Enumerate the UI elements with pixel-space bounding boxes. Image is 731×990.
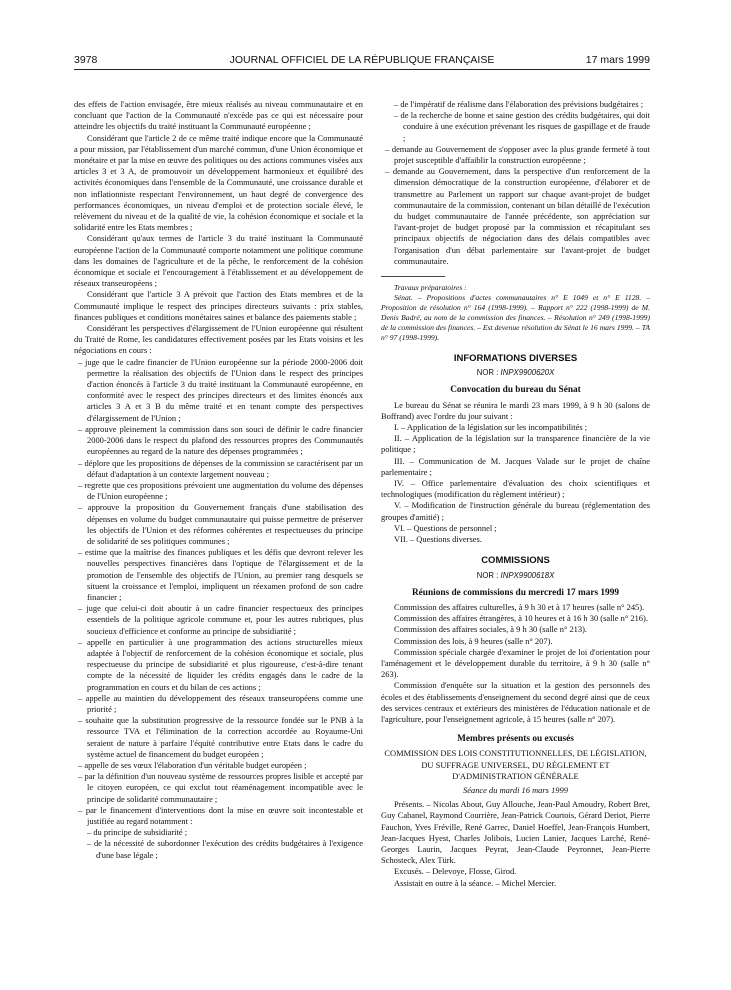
agenda-item: IV. – Office parlementaire d'évaluation des choix scientifiques et technologiques (modification du règlement intérieur) ; bbox=[381, 478, 650, 500]
agenda-item: VI. – Questions de personnel ; bbox=[394, 522, 497, 533]
agenda-item: III. – Communication de M. Jacques Valade sur le projet de chaîne parlementaire ; bbox=[381, 455, 650, 477]
travaux-title: Travaux préparatoires : bbox=[394, 283, 467, 293]
paragraph: – du principe de subsidiarité ; bbox=[87, 827, 188, 838]
paragraph: Considérant les perspectives d'élargissement de l'Union européenne qui résultent du Traité de Rome, les candidatures effectivement posées par les Etats voisins et les négociations en cours : bbox=[74, 323, 363, 356]
right-column bbox=[381, 99, 650, 889]
agenda-item: I. – Application de la législation sur les incompatibilités ; bbox=[394, 422, 588, 433]
informations-heading: INFORMATIONS DIVERSES bbox=[453, 353, 578, 365]
commission-item: Commission des affaires étrangères, à 10 heures et à 16 h 30 (salle n° 216). bbox=[394, 613, 648, 624]
paragraph: – regrette que ces propositions prévoient une augmentation du volume des dépenses de l'Union européenne ; bbox=[78, 479, 363, 502]
membres-commission: COMMISSION DES LOIS CONSTITUTIONNELLES, DE LÉGISLATION, DU SUFFRAGE UNIVERSEL, DU RÈGLEMENT ET D'ADMINISTRATION GÉNÉRALE bbox=[384, 748, 647, 781]
commissions-nor: NOR : INPX9900618X bbox=[476, 570, 555, 580]
paragraph: – juge que celui-ci doit aboutir à un cadre financier respectueux des principes essentiels de la politique agricole commune et, pour les autres rubriques, plus soucieux d'efficience et conforme au principe de subsidiarité ; bbox=[78, 603, 363, 636]
resolution-continuation bbox=[381, 99, 650, 267]
commission-item: Commission d'enquête sur la situation et la gestion des personnels des écoles et des établissements d'enseignement du second degré ainsi que de ceux des services centraux et extérieurs des ministères de l'éducation nationale et de l'agriculture, pour l'enseignement agricole, à 15 heures (salle n° 207). bbox=[381, 680, 650, 724]
agenda-item: II. – Application de la législation sur la transparence financière de la vie politique ; bbox=[381, 433, 650, 455]
paragraph: – appelle au maintien du développement des réseaux transeuropéens comme une priorité ; bbox=[78, 692, 363, 714]
reunions-list bbox=[381, 602, 650, 725]
commission-item: Commission des lois, à 9 heures (salle n° 207). bbox=[394, 635, 553, 646]
paragraph: Considérant que l'article 2 de ce même traité indique encore que la Communauté a pour mission, par l'établissement d'un marché commun, d'une Union économique et monétaire et par la mise en œuvre des politiques ou des actions communes visées aux articles 3 et 3 A, de promouvoir un développement harmonieux et équilibré des activités économiques dans l'ensemble de la Communauté, une croissance durable et non inflationniste respectant l'environnement, un haut degré de convergence des performances économiques, un niveau d'emploi et de protection sociale élevé, le relèvement du niveau et de la qualité de vie, la cohésion économique et sociale et la solidarité entre les Etats membres ; bbox=[74, 132, 363, 233]
paragraph: – demande au Gouvernement de s'opposer avec la plus grande fermeté à tout projet susceptible d'affaiblir la construction européenne ; bbox=[385, 143, 650, 166]
paragraph: – demande au Gouvernement, dans la perspective d'un renforcement de la dimension démocratique de la construction européenne, d'élaborer et de transmettre au Parlement un rapport sur chaque avant-projet de budget communautaire de la commission, contenant un bilan détaillé de l'exécution du budget communautaire de l'année précédente, son appréciation sur l'avant-projet de budget proposé par la commission et récapitulant ses principaux objectifs de négociation dans des délais compatibles avec l'organisation d'un débat parlementaire sur l'avant-projet de budget communautaire. bbox=[385, 166, 650, 266]
informations-nor: NOR : INPX9900620X bbox=[476, 368, 555, 378]
left-column bbox=[74, 99, 363, 861]
convocation-agenda bbox=[381, 422, 650, 545]
reunions-heading: Réunions de commissions du mercredi 17 mars 1999 bbox=[411, 587, 620, 598]
paragraph: – de la nécessité de subordonner l'exécution des crédits budgétaires à l'exigence d'une base légale ; bbox=[87, 838, 363, 860]
journal-title: JOURNAL OFFICIEL DE LA RÉPUBLIQUE FRANÇAISE bbox=[229, 54, 495, 66]
membres-heading: Membres présents ou excusés bbox=[457, 734, 574, 745]
paragraph: – de la recherche de bonne et saine gestion des crédits budgétaires, qui doit conduire à une exécution prévenant les risques de gaspillage et de fraude ; bbox=[394, 110, 650, 143]
paragraph: Considérant qu'aux termes de l'article 3 du traité instituant la Communauté européenne l'action de la Communauté comporte notamment une politique commune dans les domaines de l'agriculture et de la pêche, le renforcement de la cohésion économique et sociale et l'encouragement à l'établissement et au développement de réseaux transeuropéens ; bbox=[74, 233, 363, 289]
convocation-heading: Convocation du bureau du Sénat bbox=[450, 385, 581, 396]
convocation-intro: Le bureau du Sénat se réunira le mardi 23 mars 1999, à 9 h 30 (salons de Boffrand) avec l'ordre du jour suivant : bbox=[381, 399, 650, 421]
paragraph: – déplore que les propositions de dépenses de la commission se caractérisent par un défaut d'adaptation à un contexte largement nouveau ; bbox=[78, 457, 363, 479]
paragraph: – appelle de ses vœux l'élaboration d'un véritable budget européen ; bbox=[78, 759, 307, 770]
membres-excuses: Excusés. – Delevoye, Flosse, Girod. bbox=[394, 866, 517, 877]
paragraph: des effets de l'action envisagée, être mieux réalisés au niveau communautaire et en concluant que l'action de la Communauté n'excède pas ce qui est nécessaire pour atteindre les objectifs du traité instituant la Communauté européenne ; bbox=[74, 99, 363, 132]
header-rule bbox=[74, 69, 650, 70]
commissions-heading: COMMISSIONS bbox=[481, 555, 550, 567]
paragraph: – juge que le cadre financier de l'Union européenne sur la période 2000-2006 doit permettre la réalisation des objectifs de l'Union dans le respect des principes d'action énoncés à l'article 3 du traité instituant la Communauté européenne, en conformité avec le respect des principes directeurs et des limites énoncés aux articles 3 A et 3 B du même traité et en tenant compte des perspectives d'élargissement de l'Union ; bbox=[78, 356, 363, 423]
paragraph: – souhaite que la substitution progressive de la ressource fondée sur le PNB à la ressource TVA et l'élimination de la correction accordée au Royaume-Uni seraient de nature à parfaire l'équité contributive entre Etats dans le cadre du système actuel de financement du budget européen ; bbox=[78, 715, 363, 759]
paragraph: – approuve la proposition du Gouvernement français d'une stabilisation des dépenses en volume du budget communautaire qui puisse permettre de préserver les objectifs de l'Union et des réformes cohérentes et respectueuses du principe de solidarité de ses politiques communes ; bbox=[78, 502, 363, 546]
commission-item: Commission des affaires sociales, à 9 h 30 (salle n° 213). bbox=[394, 624, 588, 635]
paragraph: – estime que la maîtrise des finances publiques et les défis que devront relever les nouvelles perspectives financières dans l'optique de l'élargissement et de la promotion de l'ensemble des objectifs de l'Union, au premier rang desquels se situent la croissance et l'emploi, impliquent un réexamen profond de son cadre financier ; bbox=[78, 547, 363, 602]
membres-presents: Présents. – Nicolas About, Guy Allouche, Jean-Paul Amoudry, Robert Bret, Guy Cabanel, Raymond Courrière, Jean-Patrick Courtois, Gérard Deriot, Pierre Fauchon, Yves Fréville, René Garrec, Daniel Hoeffel, Jean-François Humbert, Jean-Jacques Hyest, Charles Jolibois, Lucien Lanier, Jacques Larché, René-Georges Laurin, Jacques Peyrat, Jean-Claude Peyronnet, Jean-Pierre Schosteck, Alex Türk. bbox=[381, 799, 650, 866]
agenda-item: V. – Modification de l'instruction générale du bureau (réglementation des groupes d'amitié) ; bbox=[381, 500, 650, 522]
separator-rule bbox=[381, 276, 445, 277]
paragraph: – approuve pleinement la commission dans son souci de définir le cadre financier 2000-2006 dans le respect du plafond des ressources propres des Communautés européennes au regard de la nature des dépenses programmées ; bbox=[78, 423, 363, 457]
paragraph: – appelle en particulier à une programmation des actions structurelles mieux adaptée à l'objectif de renforcement de la cohésion économique et sociale, plus respectueuse du principe de subsidiarité et plus rigoureuse, c'est-à-dire tenant compte de la nécessité de liquider les crédits engagés dans le cadre de la programmation en cours et du bilan de ces actions ; bbox=[78, 636, 363, 692]
page-header bbox=[74, 54, 650, 68]
issue-date: 17 mars 1999 bbox=[585, 54, 650, 66]
paragraph: – de l'impératif de réalisme dans l'élaboration des prévisions budgétaires ; bbox=[394, 99, 644, 109]
agenda-item: VII. – Questions diverses. bbox=[394, 534, 482, 545]
paragraph: – par la définition d'un nouveau système de ressources propres lisible et accepté par le citoyen européen, ce qui exclut tout réaménagement incompatible avec le principe de solidarité communautaire ; bbox=[78, 771, 363, 804]
commission-item: Commission spéciale chargée d'examiner le projet de loi d'orientation pour l'aménagement et le développement durable du territoire, à 9 h 30 (salle n° 263). bbox=[381, 646, 650, 680]
travaux-text: Sénat. – Propositions d'actes communautaires n° E 1049 et n° E 1128. – Proposition de résolution n° 164 (1998-1999). – Rapport n° 222 (1998-1999) de M. Denis Badré, au nom de la commission des finances. – Résolution n° 249 (1998-1999) de la commission des finances. – Est devenue résolution du Sénat le 16 mars 1999. – TA n° 97 (1998-1999). bbox=[381, 293, 650, 343]
travaux-preparatoires bbox=[381, 283, 650, 343]
paragraph: – par le financement d'interventions dont la mise en œuvre soit incontestable et justifiée au regard notamment : bbox=[78, 804, 363, 826]
commission-item: Commission des affaires culturelles, à 9 h 30 et à 17 heures (salle n° 245). bbox=[394, 601, 645, 612]
membres-assistait: Assistait en outre à la séance. – Michel Mercier. bbox=[394, 877, 557, 888]
membres-seance: Séance du mardi 16 mars 1999 bbox=[463, 784, 568, 795]
paragraph: Considérant que l'article 3 A prévoit que l'action des Etats membres et de la Communauté implique le respect des principes directeurs suivants : prix stables, finances publiques et conditions monétaires saines et balance des paiements stable ; bbox=[74, 289, 363, 322]
page-number: 3978 bbox=[74, 54, 98, 66]
